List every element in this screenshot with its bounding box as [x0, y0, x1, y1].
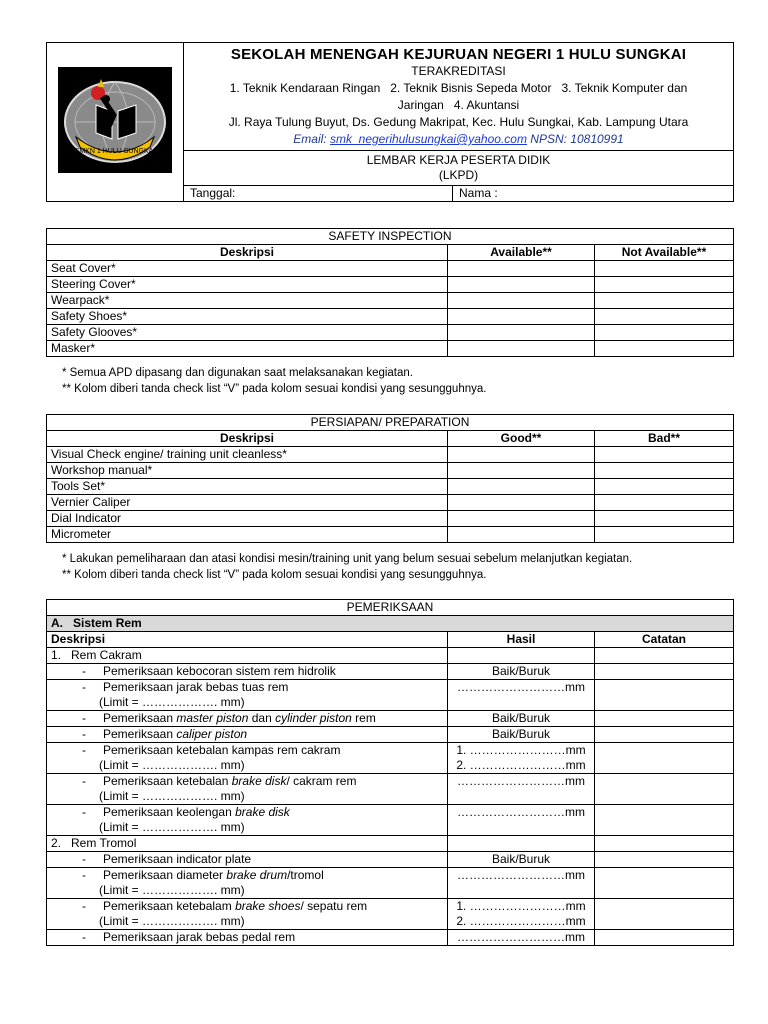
- table-row-label: Safety Shoes*: [47, 309, 448, 325]
- note-cell[interactable]: [595, 774, 734, 805]
- school-name: SEKOLAH MENENGAH KEJURUAN NEGERI 1 HULU SUNGKAI: [230, 46, 687, 63]
- lkpd-abbr: (LKPD): [438, 168, 479, 182]
- list-item: [47, 774, 448, 805]
- col-header: Deskripsi: [47, 632, 448, 648]
- list-item: [47, 868, 448, 899]
- dash: -: [82, 868, 86, 882]
- note-cell[interactable]: [595, 743, 734, 774]
- prep-note-2: ** Kolom diberi tanda check list “V” pada kolom sesuai kondisi yang sesungguhnya.: [62, 569, 487, 581]
- list-item: [47, 664, 448, 680]
- item-text: Pemeriksaan ketebalam: [103, 899, 236, 913]
- note-cell[interactable]: [595, 868, 734, 899]
- table-row-label: Workshop manual*: [47, 463, 448, 479]
- list-item: [47, 805, 448, 836]
- logo-cell: [47, 43, 184, 202]
- item-text-italic: brake disk: [235, 805, 290, 819]
- item-text: Pemeriksaan ketebalan: [103, 774, 232, 788]
- col-header: Hasil: [448, 632, 595, 648]
- item-text: dan: [248, 711, 276, 725]
- check-cell[interactable]: [595, 341, 734, 357]
- note-cell[interactable]: [595, 836, 734, 852]
- check-cell[interactable]: [595, 527, 734, 543]
- result-cell[interactable]: [448, 899, 595, 930]
- result-cell[interactable]: ………………………mm: [448, 774, 595, 805]
- check-cell[interactable]: [448, 479, 595, 495]
- prep-title: PERSIAPAN/ PREPARATION: [47, 415, 734, 431]
- check-cell[interactable]: [448, 341, 595, 357]
- check-cell[interactable]: [448, 261, 595, 277]
- note-cell[interactable]: [595, 805, 734, 836]
- check-cell[interactable]: [595, 479, 734, 495]
- safety-title: SAFETY INSPECTION: [47, 229, 734, 245]
- item-text-italic: master piston: [176, 711, 249, 725]
- result-1: 1. ……………………mm: [456, 743, 586, 757]
- section-heading: A. Sistem Rem: [47, 616, 734, 632]
- check-cell[interactable]: [595, 495, 734, 511]
- exam-title: PEMERIKSAAN: [47, 600, 734, 616]
- item-text: / sepatu rem: [300, 899, 368, 913]
- item-text: / cakram rem: [286, 774, 357, 788]
- item-text-italic: cylinder piston: [275, 711, 352, 725]
- limit-text: (Limit = ………………. mm): [99, 914, 245, 928]
- school-info: [184, 43, 734, 151]
- check-cell[interactable]: [595, 277, 734, 293]
- check-cell[interactable]: [595, 261, 734, 277]
- col-header: Bad**: [595, 431, 734, 447]
- list-item: [47, 930, 448, 946]
- col-header: Deskripsi: [47, 431, 448, 447]
- note-cell[interactable]: [595, 852, 734, 868]
- item-text-italic: brake drum: [226, 868, 288, 882]
- group-heading: 1. Rem Cakram: [47, 648, 448, 664]
- limit-text: (Limit = ………………. mm): [99, 695, 245, 709]
- dash: -: [82, 899, 86, 913]
- exam-table: [46, 599, 734, 946]
- result-cell[interactable]: ………………………mm: [448, 805, 595, 836]
- table-row-label: Dial Indicator: [47, 511, 448, 527]
- table-row-label: Micrometer: [47, 527, 448, 543]
- note-cell[interactable]: [595, 680, 734, 711]
- note-cell[interactable]: [595, 711, 734, 727]
- dash: -: [82, 774, 86, 788]
- result-2: 2. ……………………mm: [456, 758, 586, 772]
- dash: -: [82, 711, 86, 725]
- check-cell[interactable]: [595, 309, 734, 325]
- item-text-italic: caliper piston: [176, 727, 248, 741]
- table-row-label: Steering Cover*: [47, 277, 448, 293]
- item-text-italic: brake disk: [231, 774, 287, 788]
- list-item: [47, 727, 448, 743]
- check-cell[interactable]: [595, 511, 734, 527]
- result-1: 1. ……………………mm: [456, 899, 586, 913]
- item-text-italic: brake shoes: [235, 899, 301, 913]
- list-item: [47, 711, 448, 727]
- lkpd-title-cell: [184, 151, 734, 186]
- dash: -: [82, 727, 86, 741]
- prep-table: [46, 414, 734, 543]
- item-text: Pemeriksaan jarak bebas tuas rem: [103, 680, 289, 694]
- accreditation: TERAKREDITASI: [411, 64, 506, 78]
- result-cell[interactable]: [448, 648, 595, 664]
- result-cell[interactable]: Baik/Buruk: [448, 727, 595, 743]
- item-text: Pemeriksaan diameter: [103, 868, 227, 882]
- safety-note-1: * Semua APD dipasang dan digunakan saat melaksanakan kegiatan.: [62, 367, 413, 379]
- prep-note-1: * Lakukan pemeliharaan dan atasi kondisi mesin/training unit yang belum sesuai sebelum melanjutkan kegiatan.: [62, 553, 633, 565]
- table-row-label: Safety Glooves*: [47, 325, 448, 341]
- dash: -: [82, 930, 86, 944]
- item-text: /tromol: [287, 868, 324, 882]
- check-cell[interactable]: [448, 463, 595, 479]
- dash: -: [82, 743, 86, 757]
- limit-text: (Limit = ………………. mm): [99, 789, 245, 803]
- result-cell[interactable]: ………………………mm: [448, 930, 595, 946]
- check-cell[interactable]: [448, 495, 595, 511]
- date-field[interactable]: Tanggal:: [184, 186, 453, 202]
- check-cell[interactable]: [448, 511, 595, 527]
- col-header: Good**: [448, 431, 595, 447]
- check-cell[interactable]: [448, 293, 595, 309]
- school-logo-icon: [58, 67, 172, 173]
- item-text: Pemeriksaan: [103, 727, 177, 741]
- result-cell[interactable]: ………………………mm: [448, 868, 595, 899]
- item-text: Pemeriksaan ketebalan kampas rem cakram: [103, 743, 341, 757]
- result-cell[interactable]: ………………………mm: [448, 680, 595, 711]
- note-cell[interactable]: [595, 727, 734, 743]
- email-line: [192, 131, 725, 148]
- result-cell[interactable]: [448, 836, 595, 852]
- safety-note-2: ** Kolom diberi tanda check list “V” pada kolom sesuai kondisi yang sesungguhnya.: [62, 383, 487, 395]
- note-cell[interactable]: [595, 648, 734, 664]
- dash: -: [82, 664, 86, 678]
- limit-text: (Limit = ………………. mm): [99, 758, 245, 772]
- col-header: Catatan: [595, 632, 734, 648]
- item-text: Pemeriksaan kebocoran sistem rem hidrolik: [103, 664, 336, 678]
- item-text: rem: [351, 711, 376, 725]
- dash: -: [82, 805, 86, 819]
- item-text: Pemeriksaan: [103, 711, 177, 725]
- check-cell[interactable]: [595, 325, 734, 341]
- safety-table: [46, 228, 734, 357]
- table-row-label: Visual Check engine/ training unit cleanless*: [47, 447, 448, 463]
- dash: -: [82, 852, 86, 866]
- result-cell[interactable]: Baik/Buruk: [448, 852, 595, 868]
- lkpd-title: LEMBAR KERJA PESERTA DIDIK: [366, 153, 551, 167]
- header-table: [46, 42, 734, 202]
- col-header: Deskripsi: [47, 245, 448, 261]
- col-header: Available**: [448, 245, 595, 261]
- programs-line-2: Jaringan 4. Akuntansi: [397, 98, 520, 112]
- check-cell[interactable]: [448, 277, 595, 293]
- note-cell[interactable]: [595, 930, 734, 946]
- list-item: [47, 743, 448, 774]
- check-cell[interactable]: [595, 293, 734, 309]
- list-item: [47, 680, 448, 711]
- result-cell[interactable]: Baik/Buruk: [448, 711, 595, 727]
- limit-text: (Limit = ………………. mm): [99, 820, 245, 834]
- item-text: Pemeriksaan indicator plate: [103, 852, 252, 866]
- check-cell[interactable]: [448, 447, 595, 463]
- programs-line-1: 1. Teknik Kendaraan Ringan 2. Teknik Bisnis Sepeda Motor 3. Teknik Komputer dan: [229, 81, 688, 95]
- table-row-label: Wearpack*: [47, 293, 448, 309]
- logo-text: SMKN 1 HULU SUNGKAI: [74, 148, 156, 155]
- result-2: 2. ……………………mm: [456, 914, 586, 928]
- check-cell[interactable]: [595, 447, 734, 463]
- table-row-label: Tools Set*: [47, 479, 448, 495]
- group-heading: 2. Rem Tromol: [47, 836, 448, 852]
- result-cell[interactable]: Baik/Buruk: [448, 664, 595, 680]
- table-row-label: Masker*: [47, 341, 448, 357]
- list-item: [47, 852, 448, 868]
- table-row-label: Seat Cover*: [47, 261, 448, 277]
- limit-text: (Limit = ………………. mm): [99, 883, 245, 897]
- name-field[interactable]: Nama :: [453, 186, 734, 202]
- item-text: Pemeriksaan keolengan: [103, 805, 236, 819]
- check-cell[interactable]: [448, 527, 595, 543]
- address: Jl. Raya Tulung Buyut, Ds. Gedung Makripat, Kec. Hulu Sungkai, Kab. Lampung Utara: [228, 115, 689, 129]
- note-cell[interactable]: [595, 899, 734, 930]
- email-link[interactable]: smk_negerihulusungkai@yahoo.com: [329, 132, 527, 146]
- item-text: Pemeriksaan jarak bebas pedal rem: [103, 930, 296, 944]
- result-cell[interactable]: [448, 743, 595, 774]
- check-cell[interactable]: [595, 463, 734, 479]
- col-header: Not Available**: [595, 245, 734, 261]
- dash: -: [82, 680, 86, 694]
- list-item: [47, 899, 448, 930]
- email-label: Email:: [293, 132, 330, 146]
- note-cell[interactable]: [595, 664, 734, 680]
- npsn: NPSN: 10810991: [526, 132, 624, 146]
- check-cell[interactable]: [448, 325, 595, 341]
- table-row-label: Vernier Caliper: [47, 495, 448, 511]
- check-cell[interactable]: [448, 309, 595, 325]
